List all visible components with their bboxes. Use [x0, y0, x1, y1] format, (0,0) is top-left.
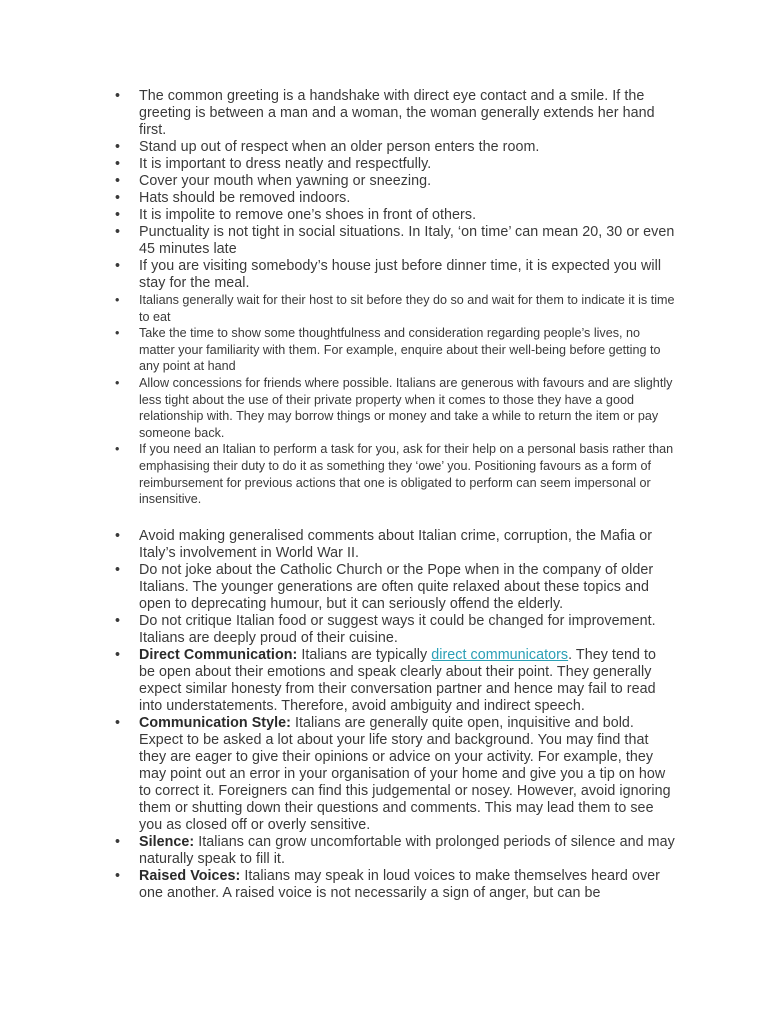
- list-item: • Allow concessions for friends where possible. Italians are generous with favours and are slightly less tight about the use of their private property when it comes to those they have a good relationship with. They may borrow things or money and take a while to return the item or pay someone back.: [115, 375, 675, 441]
- item-text: Italians can grow uncomfortable with prolonged periods of silence and may naturally speak to fill it.: [139, 834, 675, 867]
- list-item: • Italians generally wait for their host to sit before they do so and wait for them to indicate it is time to eat: [115, 292, 675, 325]
- list-item: • Hats should be removed indoors.: [115, 190, 675, 207]
- direct-communicators-link[interactable]: direct communicators: [431, 647, 569, 663]
- list-item-communication-style: [115, 715, 675, 834]
- item-text: Italians are typically: [297, 647, 432, 663]
- list-item: • Punctuality is not tight in social situations. In Italy, ‘on time’ can mean 20, 30 or even 45 minutes late: [115, 224, 675, 258]
- list-item: • Cover your mouth when yawning or sneezing.: [115, 173, 675, 190]
- list-item: • Stand up out of respect when an older person enters the room.: [115, 139, 675, 156]
- list-item: • Do not joke about the Catholic Church or the Pope when in the company of older Italians. The younger generations are often quite relaxed about these topics and open to deprecating humour, but it can seriously offend the elderly.: [115, 562, 675, 613]
- list-item-direct-communication: [115, 647, 675, 715]
- list-item: • Do not critique Italian food or suggest ways it could be changed for improvement. Italians are deeply proud of their cuisine.: [115, 613, 675, 647]
- term-label: Communication Style:: [139, 715, 291, 731]
- list-item: • Avoid making generalised comments about Italian crime, corruption, the Mafia or Italy’s involvement in World War II.: [115, 528, 675, 562]
- list-item: • If you need an Italian to perform a task for you, ask for their help on a personal basis rather than emphasising their duty to do it as something they ‘owe’ you. Positioning favours as a form of reimbursement for previous actions that one is obligated to perform can seem impersonal or insensitive.: [115, 441, 675, 507]
- item-text: . They tend to be open about their emotions and speak clearly about their point. They generally expect similar honesty from their conversation partner and hence may fail to read into understatements. Therefore, avoid ambiguity and indirect speech.: [139, 647, 656, 714]
- etiquette-list-part1: [115, 88, 675, 508]
- list-item: • The common greeting is a handshake with direct eye contact and a smile. If the greeting is between a man and a woman, the woman generally extends her hand first.: [115, 88, 675, 139]
- item-text: Italians are generally quite open, inquisitive and bold. Expect to be asked a lot about your life story and background. You may find that they are eager to give their opinions or advice on your activity. For example, they may point out an error in your organisation of your home and give you a tip on how to correct it. Foreigners can find this judgemental or nosey. However, avoid ignoring them or shutting down their questions and comments. This may lead them to see you as closed off or overly sensitive.: [139, 715, 671, 833]
- term-label: Direct Communication:: [139, 647, 298, 663]
- term-label: Raised Voices:: [139, 868, 241, 884]
- list-item: • It is impolite to remove one’s shoes in front of others.: [115, 207, 675, 224]
- list-item-raised-voices: [115, 868, 675, 902]
- list-item-silence: [115, 834, 675, 868]
- list-item: • It is important to dress neatly and respectfully.: [115, 156, 675, 173]
- term-label: Silence:: [139, 834, 195, 850]
- list-item: • Take the time to show some thoughtfulness and consideration regarding people’s lives, no matter your familiarity with them. For example, enquire about their well-being before getting to any point at hand: [115, 325, 675, 375]
- item-text: Italians may speak in loud voices to make themselves heard over one another. A raised voice is not necessarily a sign of anger, but can be: [139, 868, 660, 901]
- etiquette-list-part2: [115, 528, 675, 902]
- list-item: • If you are visiting somebody’s house just before dinner time, it is expected you will stay for the meal.: [115, 258, 675, 292]
